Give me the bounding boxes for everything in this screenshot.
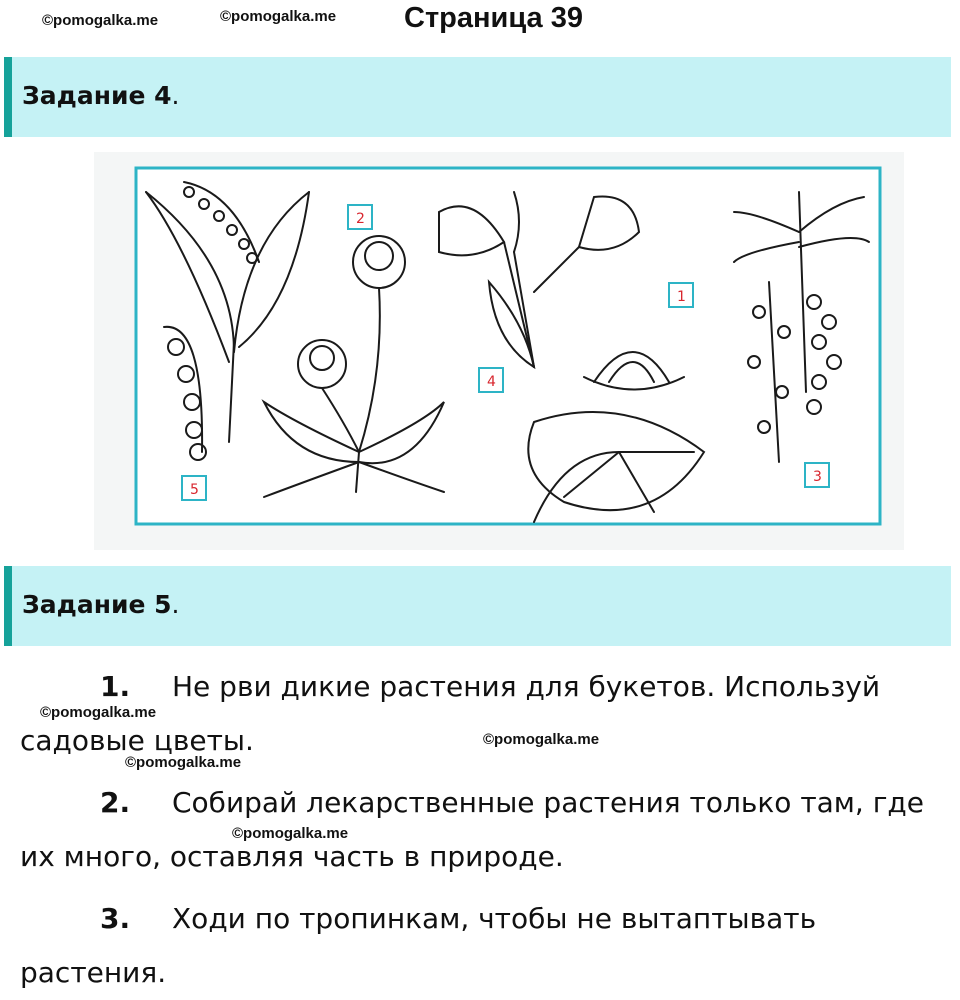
task-4-label: Задание 4. bbox=[22, 81, 180, 110]
answer-item bbox=[20, 660, 950, 768]
watermark: ©pomogalka.me bbox=[125, 754, 242, 771]
plants-illustration bbox=[94, 152, 904, 550]
task-5-header bbox=[4, 566, 951, 646]
answer-text-continued: их много, оставляя часть в природе. bbox=[20, 840, 564, 873]
answer-number: 2. bbox=[100, 786, 131, 819]
watermark: ©pomogalka.me bbox=[42, 12, 159, 29]
answer-text: Не рви дикие растения для букетов. Используй bbox=[172, 670, 881, 703]
figure-label-3: 3 bbox=[813, 469, 822, 485]
task-5-label: Задание 5. bbox=[22, 590, 180, 619]
answer-text-continued: растения. bbox=[20, 956, 167, 989]
figure-label-1: 1 bbox=[677, 289, 686, 305]
answer-text-continued: садовые цветы. bbox=[20, 724, 254, 757]
watermark: ©pomogalka.me bbox=[483, 731, 600, 748]
watermark: ©pomogalka.me bbox=[232, 825, 349, 842]
answer-text: Собирай лекарственные растения только там, где bbox=[172, 786, 925, 819]
figure-label-4: 4 bbox=[487, 374, 496, 390]
plants-drawing bbox=[94, 152, 904, 550]
figure-label-5: 5 bbox=[190, 482, 199, 498]
answer-text: Ходи по тропинкам, чтобы не вытаптывать bbox=[172, 902, 817, 935]
watermark: ©pomogalka.me bbox=[40, 704, 157, 721]
answer-number: 1. bbox=[100, 670, 131, 703]
answer-number: 3. bbox=[100, 902, 131, 935]
answer-item bbox=[20, 892, 950, 1000]
answer-item bbox=[20, 776, 950, 884]
watermark: ©pomogalka.me bbox=[220, 8, 337, 25]
figure-label-2: 2 bbox=[356, 211, 365, 227]
task-4-header bbox=[4, 57, 951, 137]
page-title: Страница 39 bbox=[404, 2, 583, 34]
